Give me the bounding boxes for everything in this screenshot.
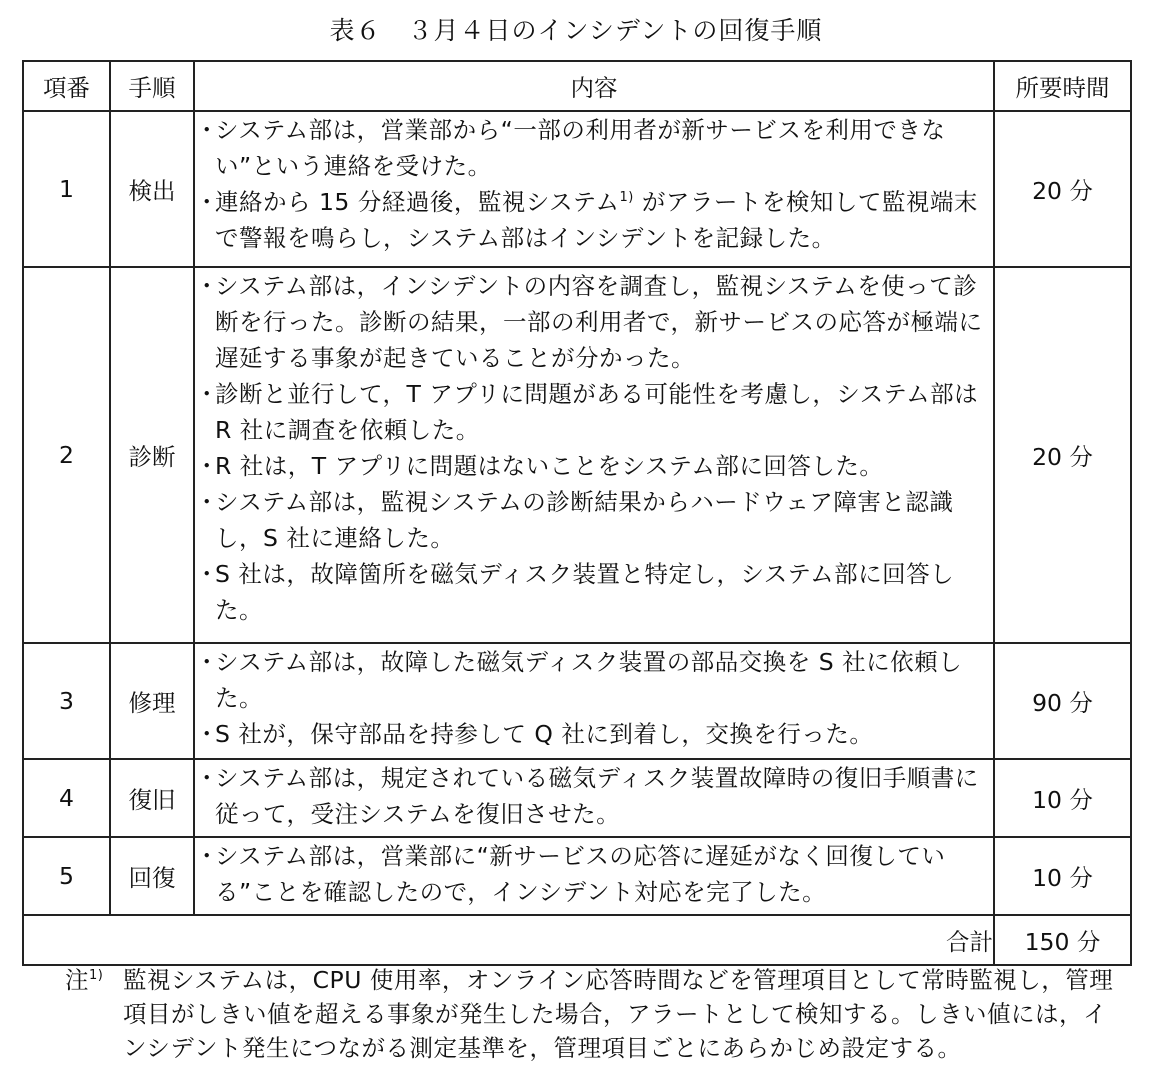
list-item	[195, 112, 993, 184]
row-num: 5	[23, 837, 110, 915]
bullet-text: システム部は，営業部に“新サービスの応答に遅延がなく回復している”ことを確認したので，インシデント対応を完了した。	[215, 842, 946, 906]
bullet-text: システム部は，規定されている磁気ディスク装置故障時の復旧手順書に従って，受注システムを復旧させた。	[215, 764, 979, 828]
total-value: 150 分	[994, 915, 1131, 965]
bullet-text: R 社は，T アプリに問題はないことをシステム部に回答した。	[215, 452, 884, 480]
list-item	[195, 838, 993, 910]
bullet-mark: ・	[195, 116, 219, 144]
bullet-mark: ・	[195, 648, 219, 676]
row-step: 診断	[110, 267, 194, 643]
row-content	[194, 643, 994, 759]
bullet-text-part: がアラートを検知して監視端末で警報を鳴らし，システム部はインシデントを記録した。	[215, 188, 978, 252]
table-row	[23, 837, 1131, 915]
bullet-text: システム部は，営業部から“一部の利用者が新サービスを利用できない”という連絡を受けた。	[215, 116, 946, 180]
list-item	[195, 184, 993, 256]
bullet-text: 診断と並行して，T アプリに問題がある可能性を考慮し，システム部は R 社に調査を依頼した。	[215, 380, 979, 444]
table-header-row	[23, 61, 1131, 111]
table-row	[23, 759, 1131, 837]
bullet-mark: ・	[195, 380, 219, 408]
header-num: 項番	[23, 61, 110, 111]
row-content	[194, 267, 994, 643]
row-num: 1	[23, 111, 110, 267]
row-time: 90 分	[994, 643, 1131, 759]
row-step: 検出	[110, 111, 194, 267]
footnote-text: 監視システムは，CPU 使用率，オンライン応答時間などを管理項目として常時監視し，管理項目がしきい値を超える事象が発生した場合，アラートとして検知する。しきい値には，インシデント発生につながる測定基準を，管理項目ごとにあらかじめ設定する。	[123, 966, 1114, 1062]
header-step: 手順	[110, 61, 194, 111]
list-item	[195, 760, 993, 832]
row-content	[194, 837, 994, 915]
bullet-mark: ・	[195, 188, 219, 216]
row-num: 3	[23, 643, 110, 759]
list-item	[195, 484, 993, 556]
list-item	[195, 556, 993, 628]
table-caption: 表６ ３月４日のインシデントの回復手順	[329, 16, 823, 45]
row-time: 20 分	[994, 267, 1131, 643]
list-item	[195, 716, 993, 752]
list-item	[195, 376, 993, 448]
list-item	[195, 268, 993, 376]
row-step: 修理	[110, 643, 194, 759]
bullet-mark: ・	[195, 720, 219, 748]
table-row	[23, 643, 1131, 759]
row-time: 10 分	[994, 759, 1131, 837]
table-row	[23, 111, 1131, 267]
header-time: 所要時間	[994, 61, 1131, 111]
total-row	[23, 915, 1131, 965]
bullet-mark: ・	[195, 560, 219, 588]
row-num: 4	[23, 759, 110, 837]
row-step: 回復	[110, 837, 194, 915]
bullet-mark: ・	[195, 842, 219, 870]
list-item	[195, 448, 993, 484]
total-label: 合計	[23, 915, 994, 965]
bullet-text-part: 連絡から 15 分経過後，監視システム	[215, 188, 620, 216]
bullet-text	[215, 184, 993, 256]
table-row	[23, 267, 1131, 643]
recovery-procedure-table	[22, 60, 1132, 966]
row-content	[194, 759, 994, 837]
bullet-text: S 社は，故障箇所を磁気ディスク装置と特定し，システム部に回答した。	[215, 560, 955, 624]
footnote-ref: 1)	[619, 190, 634, 206]
row-num: 2	[23, 267, 110, 643]
row-step: 復旧	[110, 759, 194, 837]
row-content	[194, 111, 994, 267]
header-content: 内容	[194, 61, 994, 111]
bullet-text: システム部は，監視システムの診断結果からハードウェア障害と認識し，S 社に連絡した。	[215, 488, 954, 552]
bullet-mark: ・	[195, 272, 219, 300]
bullet-text: S 社が，保守部品を持参して Q 社に到着し，交換を行った。	[215, 720, 874, 748]
row-time: 20 分	[994, 111, 1131, 267]
row-time: 10 分	[994, 837, 1131, 915]
footnote	[65, 963, 1125, 1065]
bullet-mark: ・	[195, 764, 219, 792]
footnote-label-text: 注	[65, 966, 89, 994]
bullet-text: システム部は，故障した磁気ディスク装置の部品交換を S 社に依頼した。	[215, 648, 963, 712]
footnote-label	[65, 963, 103, 997]
bullet-mark: ・	[195, 452, 219, 480]
bullet-mark: ・	[195, 488, 219, 516]
list-item	[195, 644, 993, 716]
footnote-marker: 1)	[89, 968, 104, 984]
bullet-text: システム部は，インシデントの内容を調査し，監視システムを使って診断を行った。診断の結果，一部の利用者で，新サービスの応答が極端に遅延する事象が起きていることが分かった。	[215, 272, 983, 372]
